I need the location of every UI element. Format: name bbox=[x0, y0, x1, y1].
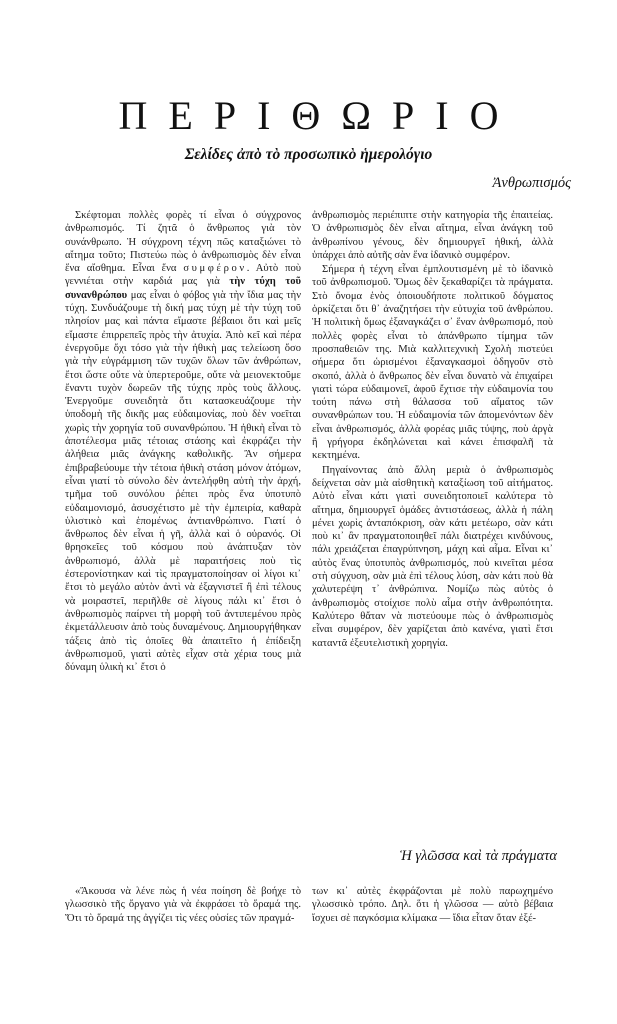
masthead-title: ΠΕΡΙΘΩΡΙΟ bbox=[118, 93, 520, 138]
paragraph: Σήμερα ἡ τέχνη εἶναι ἐμπλουτισμένη μὲ τὸ ἰδανικὸ τοῦ ἀνθρωπισμοῦ. Ὅμως δὲν ξεκαθαρίζει τὰ πράγματα. Στὸ ὄνομα ἑνὸς ὁποιουδήποτε πολιτικοῦ δόγματος ὁρκίζεται ὅτι θ᾽ ἀναζητήσει τὴν εὐτυχία τοῦ ἀνθρώπου. Ἡ πολιτικὴ ὅμως ἐξαναγκάζει σ᾽ ἕναν ἀνθρωπισμό, ποὺ πολλὲς φορὲς εἶναι τὸ ἀπάνθρωπο τίμημα τῶν προσπαθειῶν της. Μιὰ καλλιτεχνικὴ Σχολὴ πιστεύει σήμερα ὅτι ὡρισμένοι ἐξαναγκασμοὶ ὁδηγοῦν στὸ σκοπό, ἀλλὰ ὁ ἄνθρωπος δὲν εἶναι δυνατὸ νὰ ἐπιχαίρει γιατὶ τώρα εὐδαιμονεῖ, ἀφοῦ ἔχτισε τὴν εὐδαιμονία του τούτη πάνω στὴ θάλασσα τοῦ αἵματος τῶν συνανθρώπων του. Ἡ εὐδαιμονία τῶν ἀπομενόντων δὲν εἶναι ἀνθρωπισμός, ἀλλὰ φορέας μιᾶς τύψης, ποὺ ἀργὰ ἢ γρήγορα ἐκδηλώνεται καὶ κάνει ἐπισφαλῆ τὰ κεκτημένα. bbox=[312, 264, 553, 462]
paragraph: Πηγαίνοντας ἀπὸ ἄλλη μεριὰ ὁ ἀνθρωπισμὸς δείχνεται σὰν μιὰ αἰσθητικὴ καταξίωση τοῦ αἰτήματος. Αὐτὸ εἶναι κάτι γιατὶ συνειδητοποιεῖ καλύτερα τὸ αἴτημα, δημιουργεῖ ὁμάδες ἀντιστάσεως, ἀλλὰ ἡ πάλη μένει χωρὶς ἀνταπόκριση, σὰν κάτι μετέωρο, σὰν κάτι ποὺ κι᾽ ἂν πραγματοποιηθεῖ πάλι διατρέχει κινδύνους, πάλι χρειάζεται ἐπαγρύπνηση, μάχη καὶ αἷμα. Εἶναι κι᾽ αὐτὸς ἕνας ὑποτυπὸς ἀνθρωπισμός, ποὺ κινεῖται μέσα στὴ σύγχυση, σὰν μιὰ ἐπὶ τέλους λύση, σὰν κάτι ποὺ θὰ χαλυτερέψη τ᾽ ἀνθρώπινα. Νομίζω πὼς αὐτὸς ὁ ἀνθρωπισμὸς στοίχισε πολὺ αἷμα στὴν ἀνθρωπότητα. Καλύτερο θἄταν νὰ πιστεύουμε πὼς ὁ ἀνθρωπισμὸς εἶναι συμφέρον, δὲν χαρίζεται ἀπὸ κανένα, γιατὶ ἔτσι καταντᾶ ἐξευτελιστικὴ χορηγία. bbox=[312, 464, 553, 649]
paragraph bbox=[65, 209, 301, 674]
text-run: Σκέφτομαι πολλὲς φορὲς τί εἶναι ὁ σύγχρονος ἀνθρωπισμός. Τί ζητᾶ ὁ ἄνθρωπος γιὰ τὸν συνάνθρωπο. Ἡ σύγχρονη τέχνη πῶς καταξιώνει τὸ αἴτημα τοῦτο; Πιστεύω πὼς ὁ ἀνθρωπισμὸς δὲν εἶναι ἕνα αἴσθημα. Εἶναι ἕνα bbox=[65, 210, 301, 275]
text-run: μας εἶναι ὁ φόβος γιὰ τὴν ἴδια μας τὴν τύχη. Συνδυάζουμε τὴ δική μας τύχη μὲ τὴν τύχη τοῦ πλησίον μας καὶ πάντα εἴμαστε βέβαιοι ὅτι καὶ μεῖς εἴμαστε ἐπιρρεπεῖς πρὸς τὴν ἀτυχία. Ἀπὸ κεῖ καὶ πέρα ἐνεργοῦμε ὄχι τόσο γιὰ τὴν ἠθικὴ μας τελείωση ὅσο γιὰ τὴν εὐγράμμιση τῶν τυχῶν ὅλων τῶν ἀνθρώπων, ἔτσι ὥστε οὔτε νὰ ὑπερτεροῦμε, οὔτε νὰ μειονεκτοῦμε ἔναντι τυχὸν δωρεῶν τῆς τύχης πρὸς τοὺς ἄλλους. Ἐνεργοῦμε συνειδητὰ ὅτι κατασκευάζουμε τὴν ὑποδομὴ τῆς δικῆς μας εὐδαιμονίας, ποὺ δὲν νοεῖται χωρὶς τὴν χορηγία τοῦ συνανθρώπου. Ἡ ἠθικὴ εἶναι τὸ ἀποτέλεσμα μιᾶς τέτοιας στάσης καὶ ἐκφράζει τὴν ἀλήθεια μιᾶς ἀνάγκης καθολικῆς. Ἂν σήμερα ἐπιβραβεύουμε τὴν τέτοια ἠθικὴ στάση μόνον ἀτόμων, εἶναι γιατί τὸ σύνολο δὲν ἀντελήφθη αὐτὴ τὴν ἀρχή, τμῆμα τοῦ συνόλου ῥέπει πρὸς ἕνα ὑποτυπὸ εὐδαιμονισμό, ἀσυσχέτιστο μὲ τὴν ἐμπειρία, καθαρὰ ὑλιστικὸ καὶ ἑπομένως ἀντιανθρώπινο. Γιατί ὁ ἄνθρωπος δὲν εἶναι ἡ γῆ, ἀλλὰ καὶ ὁ οὐρανός. Οἱ θρησκεῖες τοῦ κόσμου ποὺ ἀνάπτυξαν τὸν ἀνθρωπισμό, ἀλλὰ μὲ παραιτήσεις ποὺ τὶς ἐστερονίστηκαν καὶ τὶς πραγματοποίησαν οἱ λίγοι κι᾽ ἔτσι τὸ μεγάλο αὐτὸν ἀντὶ νὰ ἐξαγνιστεῖ ἢ ἐπὶ τέλους νὰ μοιραστεῖ, περιῆλθε σὲ λίγους πάλι κι᾽ ἔτσι ὁ ἀνθρωπισμὸς παίρνει τὴ μορφὴ τοῦ ἀντιπεμένου πρὸς ἐκμετάλλευσιν ἀπὸ τοὺς δυναμένους. Δημιουργήθηκαν τάξεις ἀπὸ τὶς ὁποῖες θὰ ἀπαιτεῖτο ἡ ἐπίδειξη ἀνθρωπισμοῦ, γιατὶ αὐτὲς εἶχαν στὰ χέρια τους μιὰ δύναμη ὑλικὴ κι᾽ ἔτσι ὁ bbox=[65, 289, 301, 674]
column-right-humanism bbox=[312, 209, 553, 650]
spaced-emphasis: συμφέρον bbox=[183, 263, 247, 275]
paragraph: των κι᾽ αὐτὲς ἐκφράζονται μὲ πολὺ παρωχημένο γλωσσικὸ τρόπο. Δηλ. ὅτι ἡ γλῶσσα — αὐτὸ βέβαια ἴσχυει σὲ παγκόσμια κλίμακα — ἴδια εἶταν ὅταν ἐξέ- bbox=[312, 886, 553, 924]
column-right-language bbox=[312, 885, 553, 925]
paragraph: ἀνθρωπισμὸς περιέπιπτε στὴν κατηγορία τῆς ἐπαιτείας. Ὁ ἀνθρωπισμὸς δὲν εἶναι αἴτημα, εἶναι ἀνάγκη τοῦ ἀνθρωπίνου γένους, δὲν δημιουργεῖ ἠθική, ἀλλὰ ὑπάρχει ἀπὸ αὐτῆς σὰν ἕνα ἰδανικὸ συμφέρον. bbox=[312, 210, 553, 261]
paragraph: «Ἄκουσα νὰ λένε πὼς ἡ νέα ποίηση δὲ βοήχε τὸ γλωσσικὸ τῆς ὄργανο γιὰ νὰ ἐκφράσει τὸ ὅραμά της. Ὅτι τὸ ὅραμά της ἀγγίζει τὶς νέες οὐσίες τῶν πραγμά- bbox=[65, 886, 301, 924]
text-run: . Αὐτὸ ποὺ γεννιέται στὴν καρδιά μας γιὰ bbox=[65, 263, 301, 288]
column-left-humanism bbox=[65, 209, 301, 674]
column-left-language bbox=[65, 885, 301, 925]
bold-emphasis: τὴν τύχη τοῦ συνανθρώπου bbox=[65, 276, 301, 301]
section-heading-language: Ἡ γλῶσσα καὶ τὰ πράγματα bbox=[399, 848, 557, 864]
section-heading-humanism: Ἀνθρωπισμός bbox=[492, 175, 571, 191]
page-subtitle: Σελίδες ἀπὸ τὸ προσωπικὸ ἡμερολόγιο bbox=[184, 146, 433, 163]
